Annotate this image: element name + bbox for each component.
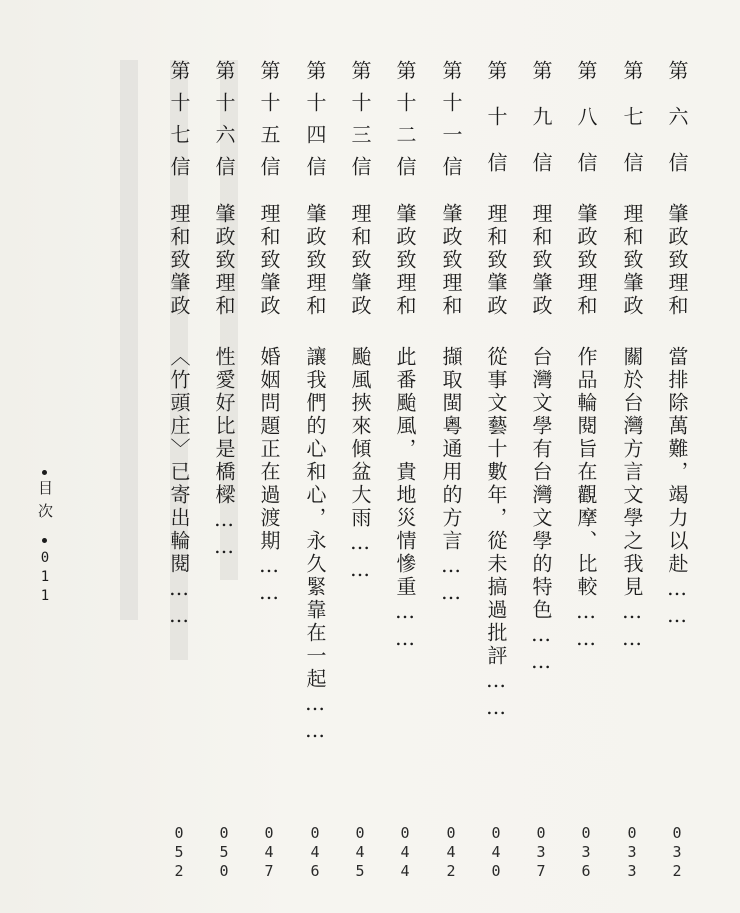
letter-number: 第十七信 [167, 60, 191, 188]
toc-entry [390, 60, 420, 880]
letter-number: 第十六信 [212, 60, 236, 188]
toc-entry [526, 60, 556, 880]
toc-entry [254, 60, 284, 880]
letter-number: 第十二信 [393, 60, 417, 188]
letter-number: 第十四信 [303, 60, 327, 188]
letter-number: 第七信 [620, 60, 644, 198]
letter-title: 從事文藝十數年，從未搞過批評…… [484, 346, 508, 722]
letter-number: 第九信 [529, 60, 553, 198]
letter-number: 第十三信 [348, 60, 372, 188]
entry-page-number: 045 [351, 824, 369, 881]
letter-sender-recipient: 理和致肇政 [529, 203, 553, 318]
toc-entry [436, 60, 466, 880]
section-label: 目次 [36, 480, 54, 526]
letter-number: 第十信 [484, 60, 508, 198]
letter-title: 〈竹頭庄〉已寄出輪閱…… [167, 346, 191, 630]
toc-entry [209, 60, 239, 880]
letter-sender-recipient: 肇政致理和 [303, 203, 327, 318]
letter-number: 第十五信 [257, 60, 281, 188]
letter-title: 關於台灣方言文學之我見…… [620, 346, 644, 653]
letter-title: 作品輪閱旨在觀摩、比較…… [574, 346, 598, 653]
letter-number: 第八信 [574, 60, 598, 198]
letter-number: 第六信 [665, 60, 689, 198]
entry-page-number: 047 [260, 824, 278, 881]
entry-page-number: 037 [532, 824, 550, 881]
letter-sender-recipient: 肇政致理和 [393, 203, 417, 318]
letter-sender-recipient: 理和致肇政 [348, 203, 372, 318]
letter-number: 第十一信 [439, 60, 463, 188]
entry-page-number: 033 [623, 824, 641, 881]
letter-sender-recipient: 理和致肇政 [167, 203, 191, 318]
toc-entry [345, 60, 375, 880]
toc-entry [662, 60, 692, 880]
letter-sender-recipient: 理和致肇政 [620, 203, 644, 318]
toc-entry [481, 60, 511, 880]
toc-entry [164, 60, 194, 880]
letter-title: 擷取閩粵通用的方言…… [439, 346, 463, 607]
entry-page-number: 042 [442, 824, 460, 881]
entry-page-number: 044 [396, 824, 414, 881]
entry-page-number: 046 [306, 824, 324, 881]
entry-page-number: 050 [215, 824, 233, 881]
entry-page-number: 040 [487, 824, 505, 881]
entry-page-number: 036 [577, 824, 595, 881]
letter-sender-recipient: 肇政致理和 [665, 203, 689, 318]
letter-title: 當排除萬難，竭力以赴…… [665, 346, 689, 630]
letter-title: 台灣文學有台灣文學的特色…… [529, 346, 553, 676]
page-footer [30, 468, 60, 628]
letter-sender-recipient: 肇政致理和 [439, 203, 463, 318]
entry-page-number: 032 [668, 824, 686, 881]
entry-page-number: 052 [170, 824, 188, 881]
letter-title: 性愛好比是橋樑…… [212, 346, 236, 561]
letter-title: 颱風挾來傾盆大雨…… [348, 346, 372, 584]
toc-entry [571, 60, 601, 880]
letter-sender-recipient: 理和致肇政 [257, 203, 281, 318]
letter-sender-recipient: 理和致肇政 [484, 203, 508, 318]
toc-entry [300, 60, 330, 880]
page-number: 011 [37, 550, 53, 607]
footer-bullet-icon [42, 538, 47, 543]
letter-sender-recipient: 肇政致理和 [212, 203, 236, 318]
letter-title: 婚姻問題正在過渡期…… [257, 346, 281, 607]
letter-title: 此番颱風，貴地災情慘重…… [393, 346, 417, 653]
letter-title: 讓我們的心和心，永久緊靠在一起…… [303, 346, 327, 745]
footer-bullet-icon [42, 470, 47, 475]
toc-entry [617, 60, 647, 880]
letter-sender-recipient: 肇政致理和 [574, 203, 598, 318]
